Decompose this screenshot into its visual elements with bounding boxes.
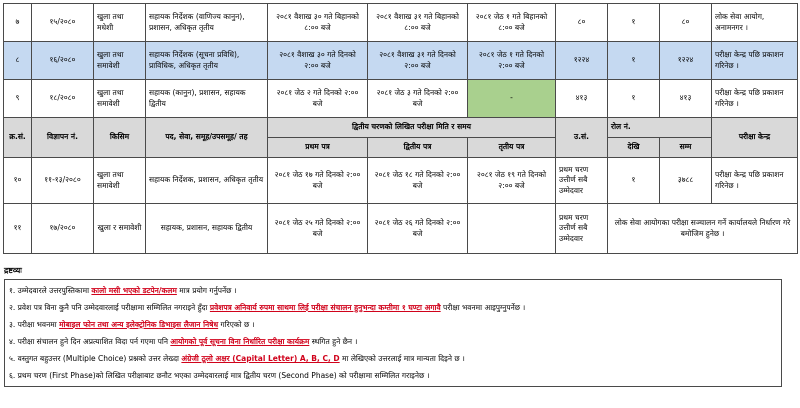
note-text: परीक्षा भवनमा आइपुग्नुपर्नेछ । (440, 302, 526, 312)
header-paper2: द्वितीय पत्र (368, 138, 468, 158)
note-text: २. प्रवेश पत्र विना कुनै पनि उम्मेदवारलाई परीक्षामा सम्मिलित नगराइने हुँदा (9, 302, 210, 312)
roll-from-cell: १ (608, 80, 660, 118)
candidates-cell: १२२४ (556, 42, 608, 80)
type-cell: खुला तथा मधेशी (94, 4, 146, 42)
exam-center-cell: लोक सेवा आयोगका परीक्षा सञ्चालन गर्ने कार्यालयले निर्धारण गरे बमोजिम हुनेछ । (608, 204, 798, 254)
post-cell: सहायक, प्रशासन, सहायक द्वितीय (146, 204, 268, 254)
serial-cell: ११ (4, 204, 32, 254)
paper1-cell: २०८१ जेठ २५ गते दिनको २:०० बजे (268, 204, 368, 254)
note-item (9, 299, 777, 316)
paper3-cell: २०८१ जेठ १ गते बिहानको ८:०० बजे (468, 4, 556, 42)
exam-schedule-table (3, 3, 798, 254)
header-roll-from: देखि (608, 138, 660, 158)
paper2-cell: २०८१ वैशाख ३१ गते बिहानको ८:०० बजे (368, 4, 468, 42)
type-cell: खुला तथा समावेशी (94, 42, 146, 80)
paper2-cell: २०८१ वैशाख ३१ गते दिनको २:०० बजे (368, 42, 468, 80)
paper1-cell: २०८१ जेठ २ गते दिनको २:०० बजे (268, 80, 368, 118)
candidates-cell: ८० (556, 4, 608, 42)
header-post: पद, सेवा, समूह/उपसमूह/ तह (146, 118, 268, 158)
note-emphasis: प्रवेशपत्र अनिवार्य रुपमा साथमा लिई परीक्षा संचालन हुनुभन्दा कम्तीमा १ घण्टा अगावै (209, 302, 441, 312)
note-text: मा लेखिएको उत्तरलाई मात्र मान्यता दिइने छ । (339, 353, 465, 363)
exam-center-cell: परीक्षा केन्द्र पछि प्रकाशन गरिनेछ । (712, 80, 798, 118)
note-emphasis: कालो मसी भएको डटपेन/कलम (91, 285, 177, 295)
note-item (9, 350, 777, 367)
header-roll: रोल नं. (608, 118, 712, 138)
note-text: मात्र प्रयोग गर्नुपर्नेछ । (176, 285, 237, 295)
notes-section (4, 266, 784, 387)
paper1-cell: २०८१ जेठ १७ गते दिनको २:०० बजे (268, 158, 368, 204)
exam-center-cell: लोक सेवा आयोग, अनामनगर । (712, 4, 798, 42)
note-item (9, 316, 777, 333)
note-text: ५. वस्तुगत बहुउत्तर (Multiple Choice) प्रश्नको उत्तर लेख्दा (9, 353, 182, 363)
paper3-cell: २०८१ जेठ १९ गते दिनको २:०० बजे (468, 158, 556, 204)
paper2-cell: २०८१ जेठ २६ गते दिनको २:०० बजे (368, 204, 468, 254)
type-cell: खुला तथा समावेशी (94, 158, 146, 204)
post-cell: सहायक निर्देशक (सूचना प्रविधि), प्राविधिक, अधिकृत तृतीय (146, 42, 268, 80)
table-row (4, 42, 798, 80)
post-cell: सहायक निर्देशक, प्रशासन, अधिकृत तृतीय (146, 158, 268, 204)
header-paper3: तृतीय पत्र (468, 138, 556, 158)
candidates-cell: प्रथम चरण उत्तीर्ण सबै उम्मेदवार (556, 158, 608, 204)
note-text: ६. प्रथम चरण (First Phase)को लिखित परीक्षाबाट छनौट भएका उम्मेदवारलाई मात्र द्वितीय चरण (Second Phase) को परीक्षामा सम्मिलित गराइनेछ । (9, 370, 430, 380)
notes-box (4, 279, 782, 387)
header-type: किसिम (94, 118, 146, 158)
note-text: १. उम्मेदवारले उत्तरपुस्तिकामा (9, 285, 92, 295)
post-cell: सहायक (कानुन), प्रशासन, सहायक द्वितीय (146, 80, 268, 118)
roll-from-cell: १ (608, 42, 660, 80)
candidates-cell: ४१३ (556, 80, 608, 118)
header-paper1: प्रथम पत्र (268, 138, 368, 158)
table-row (4, 204, 798, 254)
paper1-cell: २०८१ वैशाख ३० गते बिहानको ८:०० बजे (268, 4, 368, 42)
serial-cell: ९ (4, 80, 32, 118)
advert-no-cell: ११-१३/२०८० (32, 158, 94, 204)
note-text: ३. परीक्षा भवनमा (9, 319, 60, 329)
header-exam-center: परीक्षा केन्द्र (712, 118, 798, 158)
note-item (9, 333, 777, 350)
paper3-empty-cell: - (468, 80, 556, 118)
table-row (4, 4, 798, 42)
table-row (4, 158, 798, 204)
notes-title: द्रष्टव्यः (4, 266, 22, 275)
advert-no-cell: १७/२०८० (32, 204, 94, 254)
exam-center-cell: परीक्षा केन्द्र पछि प्रकाशन गरिनेछ । (712, 158, 798, 204)
paper3-cell (468, 204, 556, 254)
note-text: ४. परीक्षा संचालन हुने दिन अप्रत्याशित विदा पर्न गएमा पनि (9, 336, 171, 346)
roll-from-cell: १ (608, 4, 660, 42)
roll-to-cell: १२२४ (660, 42, 712, 80)
advert-no-cell: १६/२०८० (32, 42, 94, 80)
table-row (4, 80, 798, 118)
roll-to-cell: ४१३ (660, 80, 712, 118)
header-candidates: उ.सं. (556, 118, 608, 158)
roll-to-cell: ३७८८ (660, 158, 712, 204)
header-schedule: द्वितीय चरणको लिखित परीक्षा मिति र समय (268, 118, 556, 138)
type-cell: खुला तथा समावेशी (94, 80, 146, 118)
header-roll-to: सम्म (660, 138, 712, 158)
table-header-row (4, 118, 798, 138)
header-serial: क्र.सं. (4, 118, 32, 158)
note-text: स्थगित हुने छैन । (309, 336, 358, 346)
header-advert-no: विज्ञापन नं. (32, 118, 94, 158)
advert-no-cell: १८/२०८० (32, 80, 94, 118)
note-item (9, 282, 777, 299)
roll-to-cell: ८० (660, 4, 712, 42)
serial-cell: ७ (4, 4, 32, 42)
serial-cell: १० (4, 158, 32, 204)
note-emphasis: अंग्रेजी ठूलो अक्षर (Capital Letter) A, B, C, D (181, 353, 340, 363)
exam-center-cell: परीक्षा केन्द्र पछि प्रकाशन गरिनेछ । (712, 42, 798, 80)
note-text: गरिएको छ । (218, 319, 255, 329)
paper3-cell: २०८१ जेठ १ गते दिनको २:०० बजे (468, 42, 556, 80)
note-item (9, 367, 777, 384)
serial-cell: ८ (4, 42, 32, 80)
type-cell: खुला र समावेशी (94, 204, 146, 254)
paper2-cell: २०८१ जेठ ३ गते दिनको २:०० बजे (368, 80, 468, 118)
paper1-cell: २०८१ वैशाख ३० गते दिनको २:०० बजे (268, 42, 368, 80)
candidates-cell: प्रथम चरण उत्तीर्ण सबै उम्मेदवार (556, 204, 608, 254)
paper2-cell: २०८१ जेठ १८ गते दिनको २:०० बजे (368, 158, 468, 204)
note-emphasis: मोबाइल फोन तथा अन्य इलेक्ट्रोनिक डिभाइस लैजान निषेध (59, 319, 219, 329)
post-cell: सहायक निर्देशक (वाणिज्य कानुन), प्रशासन, अधिकृत तृतीय (146, 4, 268, 42)
advert-no-cell: १५/२०८० (32, 4, 94, 42)
note-emphasis: आयोगको पूर्व सूचना विना निर्धारित परीक्षा कार्यक्रम (170, 336, 310, 346)
roll-from-cell: १ (608, 158, 660, 204)
